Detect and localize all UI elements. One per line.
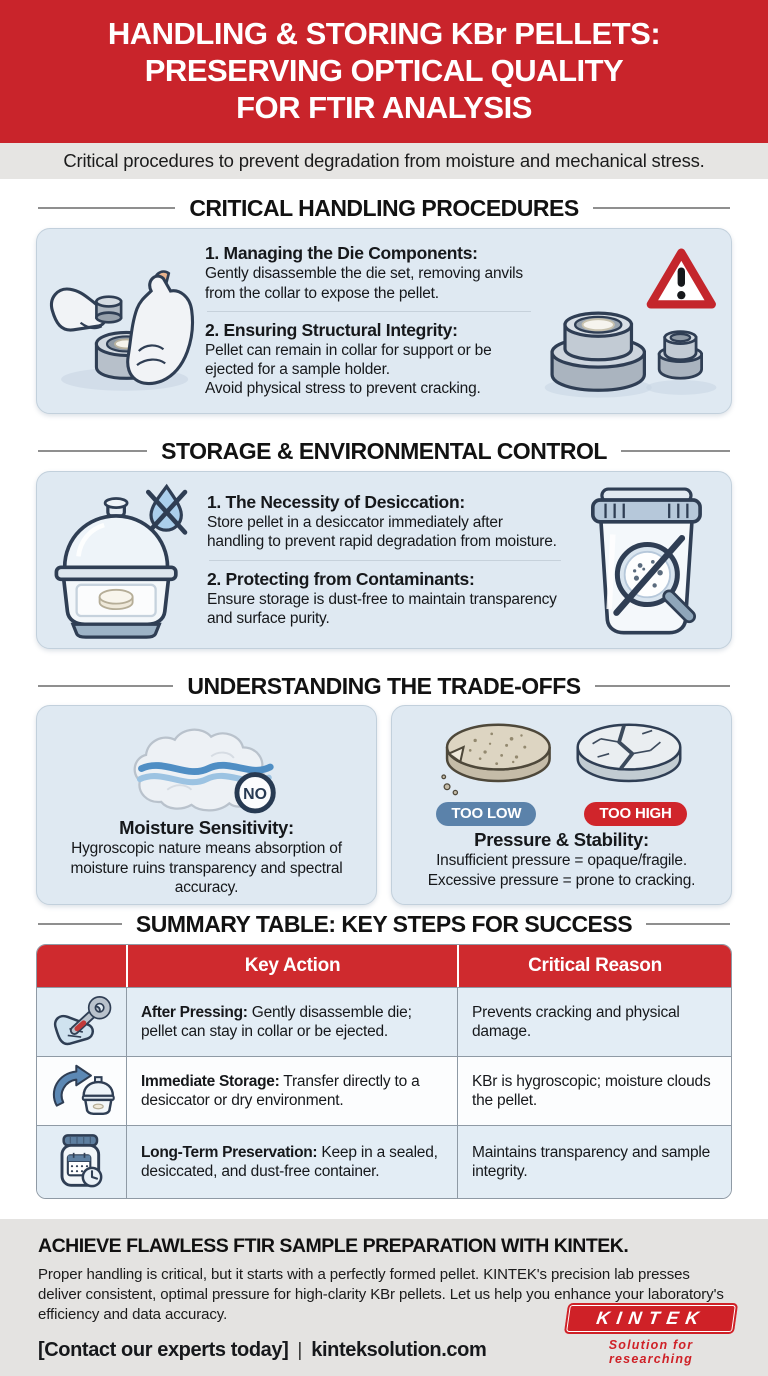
subtitle-bar: Critical procedures to prevent degradation from moisture and mechanical stress.: [0, 143, 768, 179]
arrow-to-desiccator-icon: [47, 1064, 117, 1118]
table-cell-reason: Maintains transparency and sample integrity.: [457, 1125, 731, 1198]
table-row-icon: [37, 1125, 126, 1198]
action-body: Keep in a sealed, desiccated, and dust-free container.: [141, 1143, 438, 1180]
item-title: 1. The Necessity of Desiccation:: [207, 492, 465, 513]
desiccator-no-moisture-icon: [47, 481, 199, 639]
table-row-icon: [37, 1056, 126, 1125]
page-title-line1: HANDLING & STORING KBr PELLETS:: [107, 16, 661, 51]
summary-table: [36, 944, 732, 1199]
handling-item-1: [205, 243, 533, 302]
item-body: Pellet can remain in collar for support or be ejected for a sample holder. Avoid physical stress to prevent cracking.: [205, 341, 492, 398]
footer: [0, 1219, 768, 1376]
website-link[interactable]: kinteksolution.com: [311, 1339, 487, 1361]
pressure-badges: [436, 802, 686, 826]
handling-item-2: [205, 320, 533, 399]
die-components-warning-icon: [541, 241, 721, 401]
table-cell-action: [126, 987, 457, 1056]
critical-handling-text: [197, 243, 541, 398]
contact-row: [38, 1339, 486, 1362]
wrench-hand-icon: [51, 996, 113, 1048]
pellet-quality-icon: [427, 714, 697, 800]
tradeoff-body: Hygroscopic nature means absorption of moisture ruins transparency and spectral accuracy.: [70, 839, 343, 897]
pressure-panel: [391, 705, 732, 905]
table-header-critical-reason: Critical Reason: [457, 945, 731, 987]
item-body: Gently disassemble the die set, removing anvils from the collar to expose the pellet.: [205, 265, 523, 302]
item-body: Ensure storage is dust-free to maintain transparency and surface purity.: [207, 590, 557, 627]
header-banner: [0, 0, 768, 143]
action-title: Long-Term Preservation:: [141, 1143, 318, 1161]
section-heading-tradeoffs: [38, 671, 730, 701]
storage-item-2: [207, 569, 563, 628]
kintek-logo-box: KINTEK: [564, 1303, 738, 1334]
critical-handling-panel: [36, 228, 732, 414]
item-title: 2. Ensuring Structural Integrity:: [205, 319, 458, 340]
section-heading-text: SUMMARY TABLE: KEY STEPS FOR SUCCESS: [135, 910, 633, 937]
no-badge-text: NO: [242, 785, 267, 803]
divider: [207, 311, 531, 312]
kintek-logo-tagline: Solution for researching: [608, 1338, 694, 1366]
storage-text: [199, 492, 571, 628]
dust-free-container-icon: [571, 481, 721, 639]
moisture-panel: [36, 705, 377, 905]
table-cell-action: [126, 1125, 457, 1198]
action-title: Immediate Storage:: [141, 1072, 280, 1090]
page-title-line2: PRESERVING OPTICAL QUALITY: [144, 53, 624, 88]
warning-triangle-icon: [651, 253, 712, 305]
section-heading-summary: [38, 909, 730, 939]
table-cell-action: [126, 1056, 457, 1125]
table-cell-reason: KBr is hygroscopic; moisture clouds the pellet.: [457, 1056, 731, 1125]
kintek-logo: [566, 1303, 736, 1366]
footer-body: Proper handling is critical, but it starts with a perfectly formed pellet. KINTEK's precision lab presses deliver consistent, optimal pressure for high-clarity KBr pellets. Let us help you enhance your laboratory's efficiency and data accuracy.: [38, 1266, 724, 1323]
section-heading-text: UNDERSTANDING THE TRADE-OFFS: [187, 672, 581, 699]
table-cell-reason: Prevents cracking and physical damage.: [457, 987, 731, 1056]
tradeoff-title: Moisture Sensitivity:: [119, 816, 294, 838]
storage-item-1: [207, 492, 563, 551]
sealed-jar-calendar-icon: [52, 1132, 112, 1192]
footer-headline: ACHIEVE FLAWLESS FTIR SAMPLE PREPARATION WITH KINTEK.: [38, 1235, 629, 1257]
contact-label: [Contact our experts today]: [38, 1339, 289, 1361]
gloved-hands-die-icon: [47, 237, 197, 405]
section-heading-storage: [38, 436, 730, 466]
table-row-icon: [37, 987, 126, 1056]
too-high-badge: TOO HIGH: [584, 802, 686, 826]
section-heading-text: CRITICAL HANDLING PROCEDURES: [189, 194, 579, 221]
action-title: After Pressing:: [141, 1003, 248, 1021]
tradeoffs-row: [36, 705, 732, 905]
item-body: Store pellet in a desiccator immediately after handling to prevent rapid degradation from moisture.: [207, 514, 557, 551]
action-body: Gently disassemble die; pellet can stay in collar or be ejected.: [141, 1003, 412, 1040]
table-header-key-action: Key Action: [126, 945, 457, 987]
contact-separator: |: [297, 1340, 303, 1361]
page-title-line3: FOR FTIR ANALYSIS: [236, 90, 532, 125]
moisture-cloud-no-icon: [119, 714, 295, 814]
item-title: 2. Protecting from Contaminants:: [207, 568, 475, 589]
section-heading-critical-handling: [38, 193, 730, 223]
cracked-pellet-icon: [577, 725, 680, 781]
table-header-icon-cell: [37, 945, 126, 987]
divider: [209, 560, 561, 561]
action-body: Transfer directly to a desiccator or dry environment.: [141, 1072, 420, 1109]
section-heading-text: STORAGE & ENVIRONMENTAL CONTROL: [161, 437, 607, 464]
crumbly-pellet-icon: [441, 725, 549, 795]
storage-panel: [36, 471, 732, 649]
tradeoff-title: Pressure & Stability:: [474, 829, 649, 850]
too-low-badge: TOO LOW: [436, 802, 536, 826]
item-title: 1. Managing the Die Components:: [205, 243, 478, 264]
tradeoff-body: Insufficient pressure = opaque/fragile. Excessive pressure = prone to cracking.: [427, 852, 696, 889]
